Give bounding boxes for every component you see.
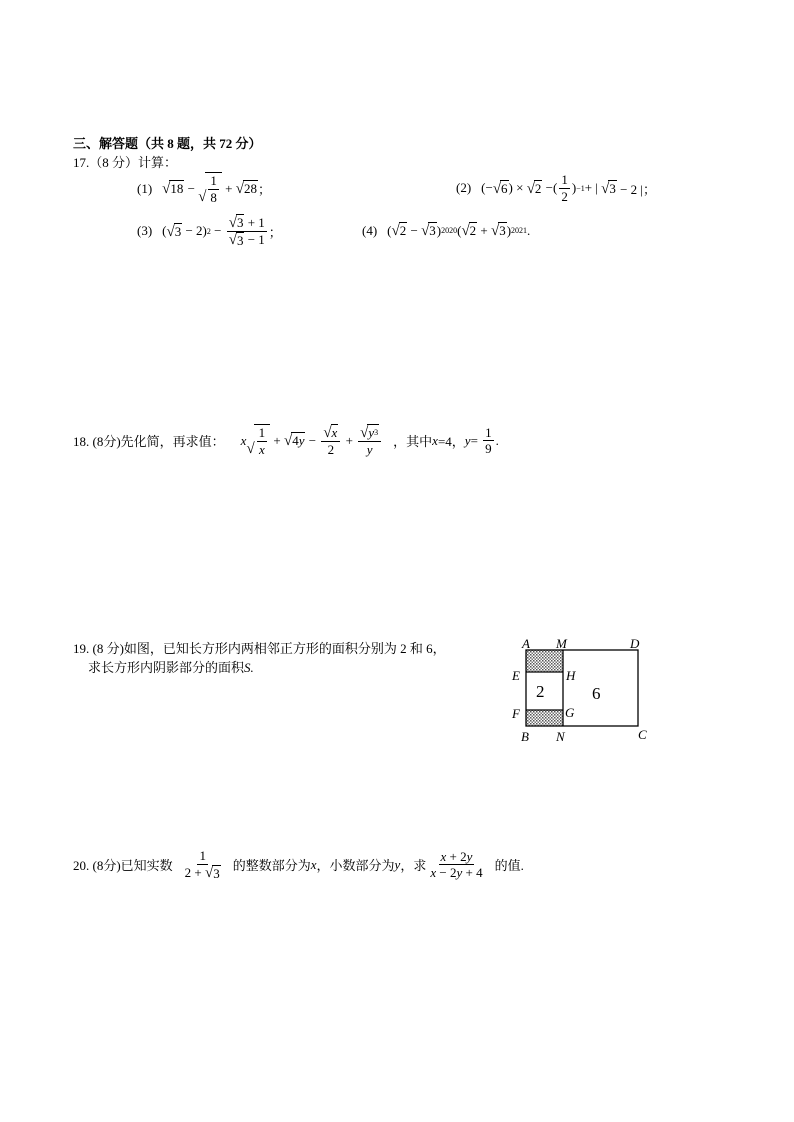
math-text: −	[184, 180, 199, 196]
math-text: + 1	[244, 214, 265, 230]
radicand	[469, 222, 478, 239]
rectangle-figure	[500, 630, 660, 750]
math-text: =4，	[437, 434, 465, 450]
denominator	[326, 442, 337, 458]
radicand	[169, 180, 184, 197]
denominator	[483, 441, 494, 457]
math-exponent: 3	[374, 428, 379, 437]
square-root	[493, 180, 509, 197]
label-h: H	[566, 668, 576, 683]
q18-formula	[241, 424, 383, 457]
q17-part1-formula	[162, 172, 271, 205]
math-text: 3	[499, 223, 506, 238]
label-c: C	[638, 727, 647, 742]
fraction	[428, 849, 484, 881]
numerator	[227, 214, 267, 232]
radical-sign: √	[421, 223, 430, 240]
radicand	[534, 180, 543, 197]
label-b: B	[521, 729, 529, 744]
radicand	[254, 424, 271, 457]
square-root	[236, 180, 258, 197]
square-root	[284, 432, 305, 449]
radical-sign: √	[284, 433, 293, 450]
math-text: )	[571, 180, 577, 196]
math-text: +	[221, 180, 236, 196]
math-text: (−	[481, 180, 493, 196]
fraction	[483, 425, 494, 457]
numerator	[559, 172, 570, 189]
denominator	[428, 865, 484, 881]
radicand	[428, 222, 437, 239]
shaded-region-top	[526, 650, 563, 672]
shaded-region-bottom	[526, 710, 563, 726]
q17-part4	[362, 222, 530, 239]
denominator	[559, 189, 570, 205]
numerator	[439, 849, 475, 866]
q17-part3-label: (3)	[137, 223, 153, 239]
math-variable: x	[259, 441, 265, 457]
q20	[73, 848, 524, 881]
radical-sign: √	[491, 223, 500, 240]
math-text: .	[527, 222, 531, 238]
q17-part3-formula	[162, 214, 282, 248]
numerator	[257, 425, 268, 442]
math-text: 3	[174, 223, 182, 239]
q18-heading: 18. (8分)先化简，再求值：	[73, 434, 225, 450]
math-variable: y	[456, 865, 463, 881]
radicand	[212, 865, 221, 882]
q17-part2-label: (2)	[456, 180, 472, 196]
math-variable: x	[440, 848, 447, 864]
fraction	[358, 424, 381, 457]
q17-part4-formula	[387, 222, 530, 239]
square-root	[323, 424, 338, 441]
math-text: − 2 |；	[616, 181, 657, 197]
math-variable: y	[464, 432, 471, 448]
math-text: −	[210, 223, 225, 239]
radicand	[367, 424, 379, 441]
math-variable: y	[368, 425, 375, 440]
radicand	[399, 222, 408, 239]
math-text: + 2	[446, 848, 467, 864]
numerator	[483, 425, 494, 442]
radical-sign: √	[166, 223, 175, 240]
q17-part2	[456, 172, 656, 204]
radicand	[236, 214, 245, 231]
math-text: − 2	[436, 865, 457, 881]
math-text: (	[162, 223, 167, 239]
radicand	[243, 180, 258, 197]
label-d: D	[630, 636, 640, 651]
math-text: − 1	[244, 232, 265, 248]
radical-sign: √	[461, 223, 470, 240]
q20-middle: 的整数部分为	[232, 858, 311, 874]
square-root	[246, 424, 270, 457]
denominator	[365, 442, 375, 458]
radical-sign: √	[601, 180, 610, 197]
numerator	[321, 424, 340, 442]
q19-line2	[88, 657, 254, 676]
denominator	[208, 190, 219, 206]
math-text: ；	[257, 182, 271, 198]
fraction	[257, 425, 268, 457]
square-root	[229, 232, 245, 249]
math-variable: x	[331, 425, 338, 440]
math-text: .	[495, 432, 499, 448]
math-text: (	[457, 222, 462, 238]
math-text: 3	[213, 865, 220, 881]
denominator	[183, 865, 223, 882]
math-text: + |	[584, 180, 602, 196]
q20-number	[181, 848, 225, 881]
radicand	[174, 223, 183, 240]
radical-sign: √	[360, 424, 369, 441]
small-square-area: 2	[536, 682, 545, 701]
square-root	[198, 172, 222, 205]
q18-condition-prefix: ，其中	[393, 434, 433, 450]
math-text: 2 +	[184, 865, 206, 881]
q20-middle3: ，求	[400, 858, 427, 874]
denominator	[257, 442, 267, 458]
fraction	[208, 173, 219, 205]
q17-part1-label: (1)	[137, 180, 153, 196]
q17-heading: 17.（8 分）计算：	[73, 155, 178, 170]
section-title: 三、解答题（共 8 题，共 72 分）	[73, 136, 262, 151]
math-text: 2	[327, 441, 335, 457]
math-text: =	[470, 432, 482, 448]
square-root	[421, 222, 437, 239]
square-root	[461, 222, 477, 239]
radicand	[291, 432, 305, 449]
math-text: ；	[268, 224, 282, 240]
radical-sign: √	[228, 232, 237, 249]
math-text: ) ×	[508, 180, 527, 196]
square-root	[491, 222, 507, 239]
math-text: )	[436, 222, 442, 238]
radical-sign: √	[205, 865, 214, 882]
math-text: 2	[561, 188, 568, 204]
math-text: 1	[561, 172, 568, 187]
fraction	[183, 848, 223, 881]
math-variable: x	[240, 432, 247, 448]
square-root	[392, 222, 408, 239]
math-exponent: 2	[206, 226, 211, 236]
label-f: F	[512, 706, 520, 721]
q19-line2-text: 求长方形内阴影部分的面积	[88, 660, 245, 675]
math-text: 4	[292, 433, 299, 449]
square-root	[360, 424, 379, 441]
math-exponent: 2021	[511, 226, 528, 235]
math-variable: y	[366, 441, 373, 457]
label-g: G	[565, 705, 575, 720]
q20-var-y: y	[394, 856, 401, 872]
math-variable: x	[432, 432, 438, 448]
radical-sign: √	[162, 181, 171, 198]
square-root	[601, 180, 617, 197]
q20-var-x: x	[310, 856, 317, 872]
q19-line1: 19. (8 分)如图，已知长方形内两相邻正方形的面积分别为 2 和 6，	[73, 641, 446, 656]
math-text: 3	[236, 232, 244, 248]
math-text: +	[342, 432, 357, 448]
radical-sign: √	[391, 223, 400, 240]
q20-suffix: 的值.	[494, 858, 524, 874]
q17-part1	[137, 172, 271, 205]
math-text: 3	[236, 215, 244, 230]
math-text: 2	[469, 223, 477, 238]
math-text: 9	[485, 441, 492, 457]
radicand	[500, 180, 509, 197]
math-text: 2	[399, 223, 407, 238]
math-variable: x	[430, 865, 437, 881]
radicand	[205, 172, 222, 205]
q17-part3	[137, 214, 282, 248]
q17-part4-label: (4)	[362, 222, 378, 238]
radical-sign: √	[526, 180, 535, 197]
label-a: A	[522, 636, 530, 651]
math-text: 18	[170, 181, 184, 197]
radical-sign: √	[323, 424, 332, 441]
numerator	[358, 424, 381, 442]
math-text: −	[407, 222, 422, 238]
label-m: M	[556, 636, 567, 651]
radical-sign: √	[228, 214, 237, 231]
math-text: 1	[199, 848, 206, 863]
math-text: −	[305, 432, 320, 448]
radicand	[236, 232, 245, 249]
fraction	[559, 172, 570, 204]
radicand	[331, 424, 339, 441]
math-text: −(	[542, 180, 558, 196]
radical-sign: √	[235, 181, 244, 198]
radical-sign: √	[492, 180, 502, 197]
numerator	[208, 173, 219, 190]
square-root	[167, 223, 183, 240]
fraction	[227, 214, 267, 248]
radicand	[608, 180, 617, 197]
q18	[73, 424, 499, 457]
math-text: 3	[429, 223, 436, 238]
math-text: )	[506, 222, 512, 238]
q20-expression	[426, 849, 486, 881]
denominator	[227, 232, 267, 249]
math-text: 1	[258, 425, 266, 440]
math-text: 1	[485, 424, 492, 440]
square-root	[162, 180, 184, 197]
math-text: + 4	[462, 865, 483, 881]
math-text: 2	[534, 180, 542, 196]
fraction	[321, 424, 340, 457]
math-variable: y	[466, 848, 473, 864]
radical-sign: √	[198, 189, 207, 206]
math-text: +	[270, 432, 284, 448]
label-e: E	[512, 668, 520, 683]
numerator	[197, 848, 208, 865]
square-root	[205, 865, 221, 882]
math-text: 6	[501, 180, 508, 196]
q19-var-s: S.	[244, 660, 254, 675]
math-exponent: 2020	[441, 226, 458, 235]
math-text: 28	[243, 181, 257, 197]
math-text: (	[387, 222, 392, 238]
large-square-area: 6	[592, 684, 601, 703]
square-root	[527, 180, 543, 197]
radical-sign: √	[246, 441, 255, 458]
math-exponent: −1	[576, 183, 585, 193]
q20-middle2: ，小数部分为	[316, 858, 395, 874]
math-text: 8	[210, 189, 217, 205]
q20-prefix: 20. (8分)已知实数	[73, 858, 173, 874]
math-text: 3	[609, 180, 616, 196]
math-text: +	[477, 222, 491, 238]
q18-condition	[432, 425, 499, 457]
label-n: N	[556, 729, 565, 744]
math-text: 1	[210, 173, 217, 188]
radicand	[498, 222, 507, 239]
square-root	[229, 214, 245, 231]
q17-part2-formula	[481, 172, 656, 204]
math-variable: y	[298, 433, 305, 449]
math-text: − 2)	[182, 223, 207, 239]
